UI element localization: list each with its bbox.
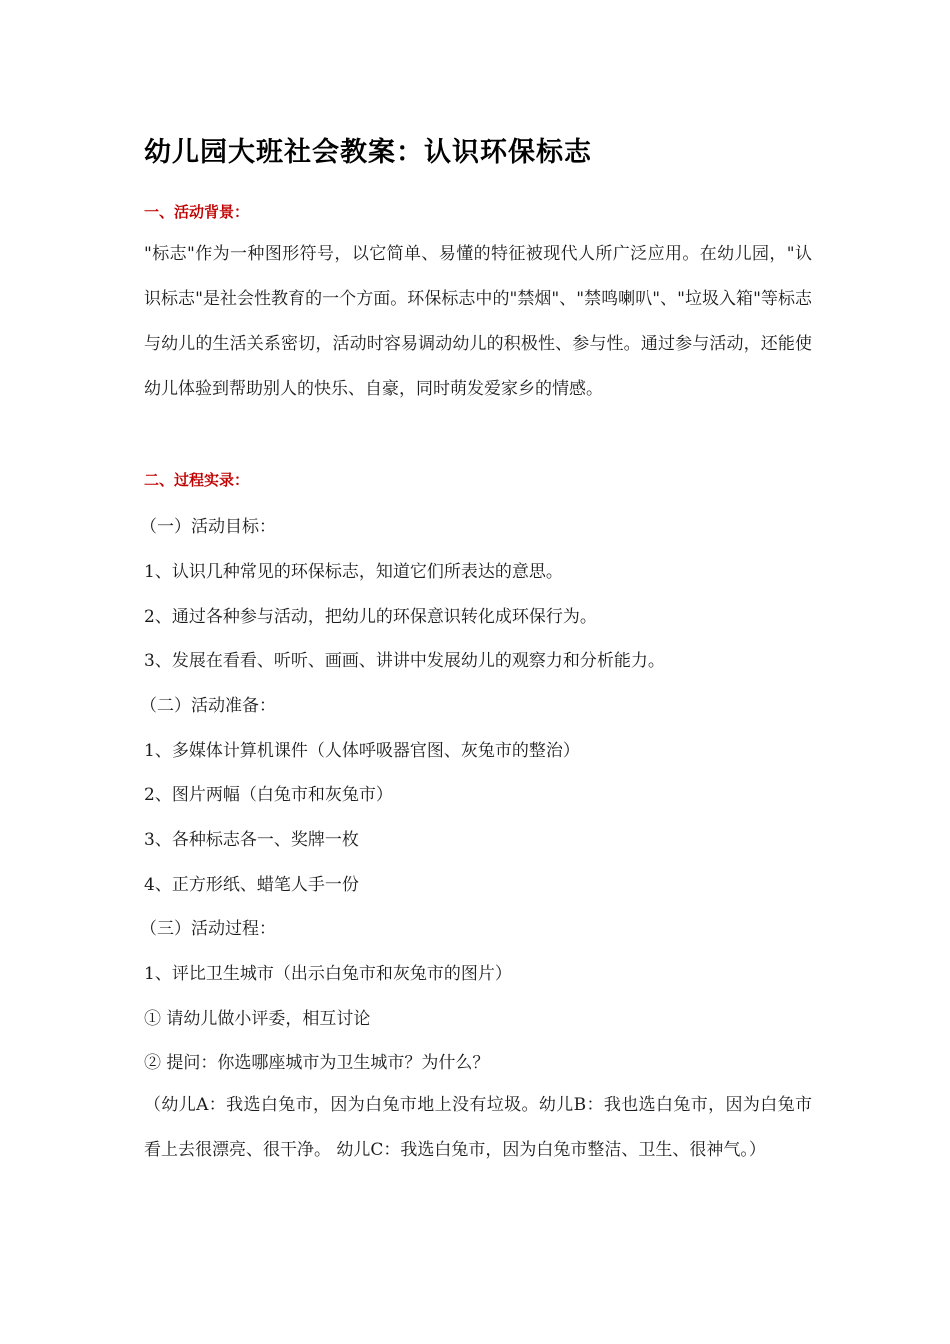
process-item-2: ① 请幼儿做小评委，相互讨论 [144,1009,371,1029]
process-item-1: 1、评比卫生城市（出示白兔市和灰兔市的图片） [144,964,512,984]
section-heading-background: 一、活动背景： [144,203,250,221]
dialogue-paragraph: （幼儿A：我选白兔市，因为白兔市地上没有垃圾。幼儿B：我也选白兔市，因为白兔市看上去很漂亮、很干净。 幼儿C：我选白兔市，因为白兔市整洁、卫生、很神气。） [144,1095,812,1160]
prep-item-4: 4、正方形纸、蜡笔人手一份 [144,875,359,895]
subheading-goals: （一）活动目标： [140,517,276,537]
prep-item-3: 3、各种标志各一、奖牌一枚 [144,830,359,850]
subheading-process: （三）活动过程： [140,919,276,939]
prep-item-2: 2、图片两幅（白兔市和灰兔市） [144,785,393,805]
goal-item-2: 2、通过各种参与活动，把幼儿的环保意识转化成环保行为。 [144,607,597,627]
subheading-preparation: （二）活动准备： [140,696,276,716]
prep-item-1: 1、多媒体计算机课件（人体呼吸器官图、灰兔市的整治） [144,741,580,761]
section-heading-process: 二、过程实录： [144,471,250,489]
background-paragraph: "标志"作为一种图形符号，以它简单、易懂的特征被现代人所广泛应用。在幼儿园，"认识标志"是社会性教育的一个方面。环保标志中的"禁烟"、"禁鸣喇叭"、"垃圾入箱"等标志与幼儿的生活关系密切，活动时容易调动幼儿的积极性、参与性。通过参与活动，还能使幼儿体验到帮助别人的快乐、自豪，同时萌发爱家乡的情感。 [144,244,812,399]
document-title: 幼儿园大班社会教案：认识环保标志 [144,137,592,168]
goal-item-3: 3、发展在看看、听听、画画、讲讲中发展幼儿的观察力和分析能力。 [144,651,665,671]
process-item-3: ② 提问：你选哪座城市为卫生城市？为什么？ [144,1053,490,1073]
goal-item-1: 1、认识几种常见的环保标志，知道它们所表达的意思。 [144,562,563,582]
